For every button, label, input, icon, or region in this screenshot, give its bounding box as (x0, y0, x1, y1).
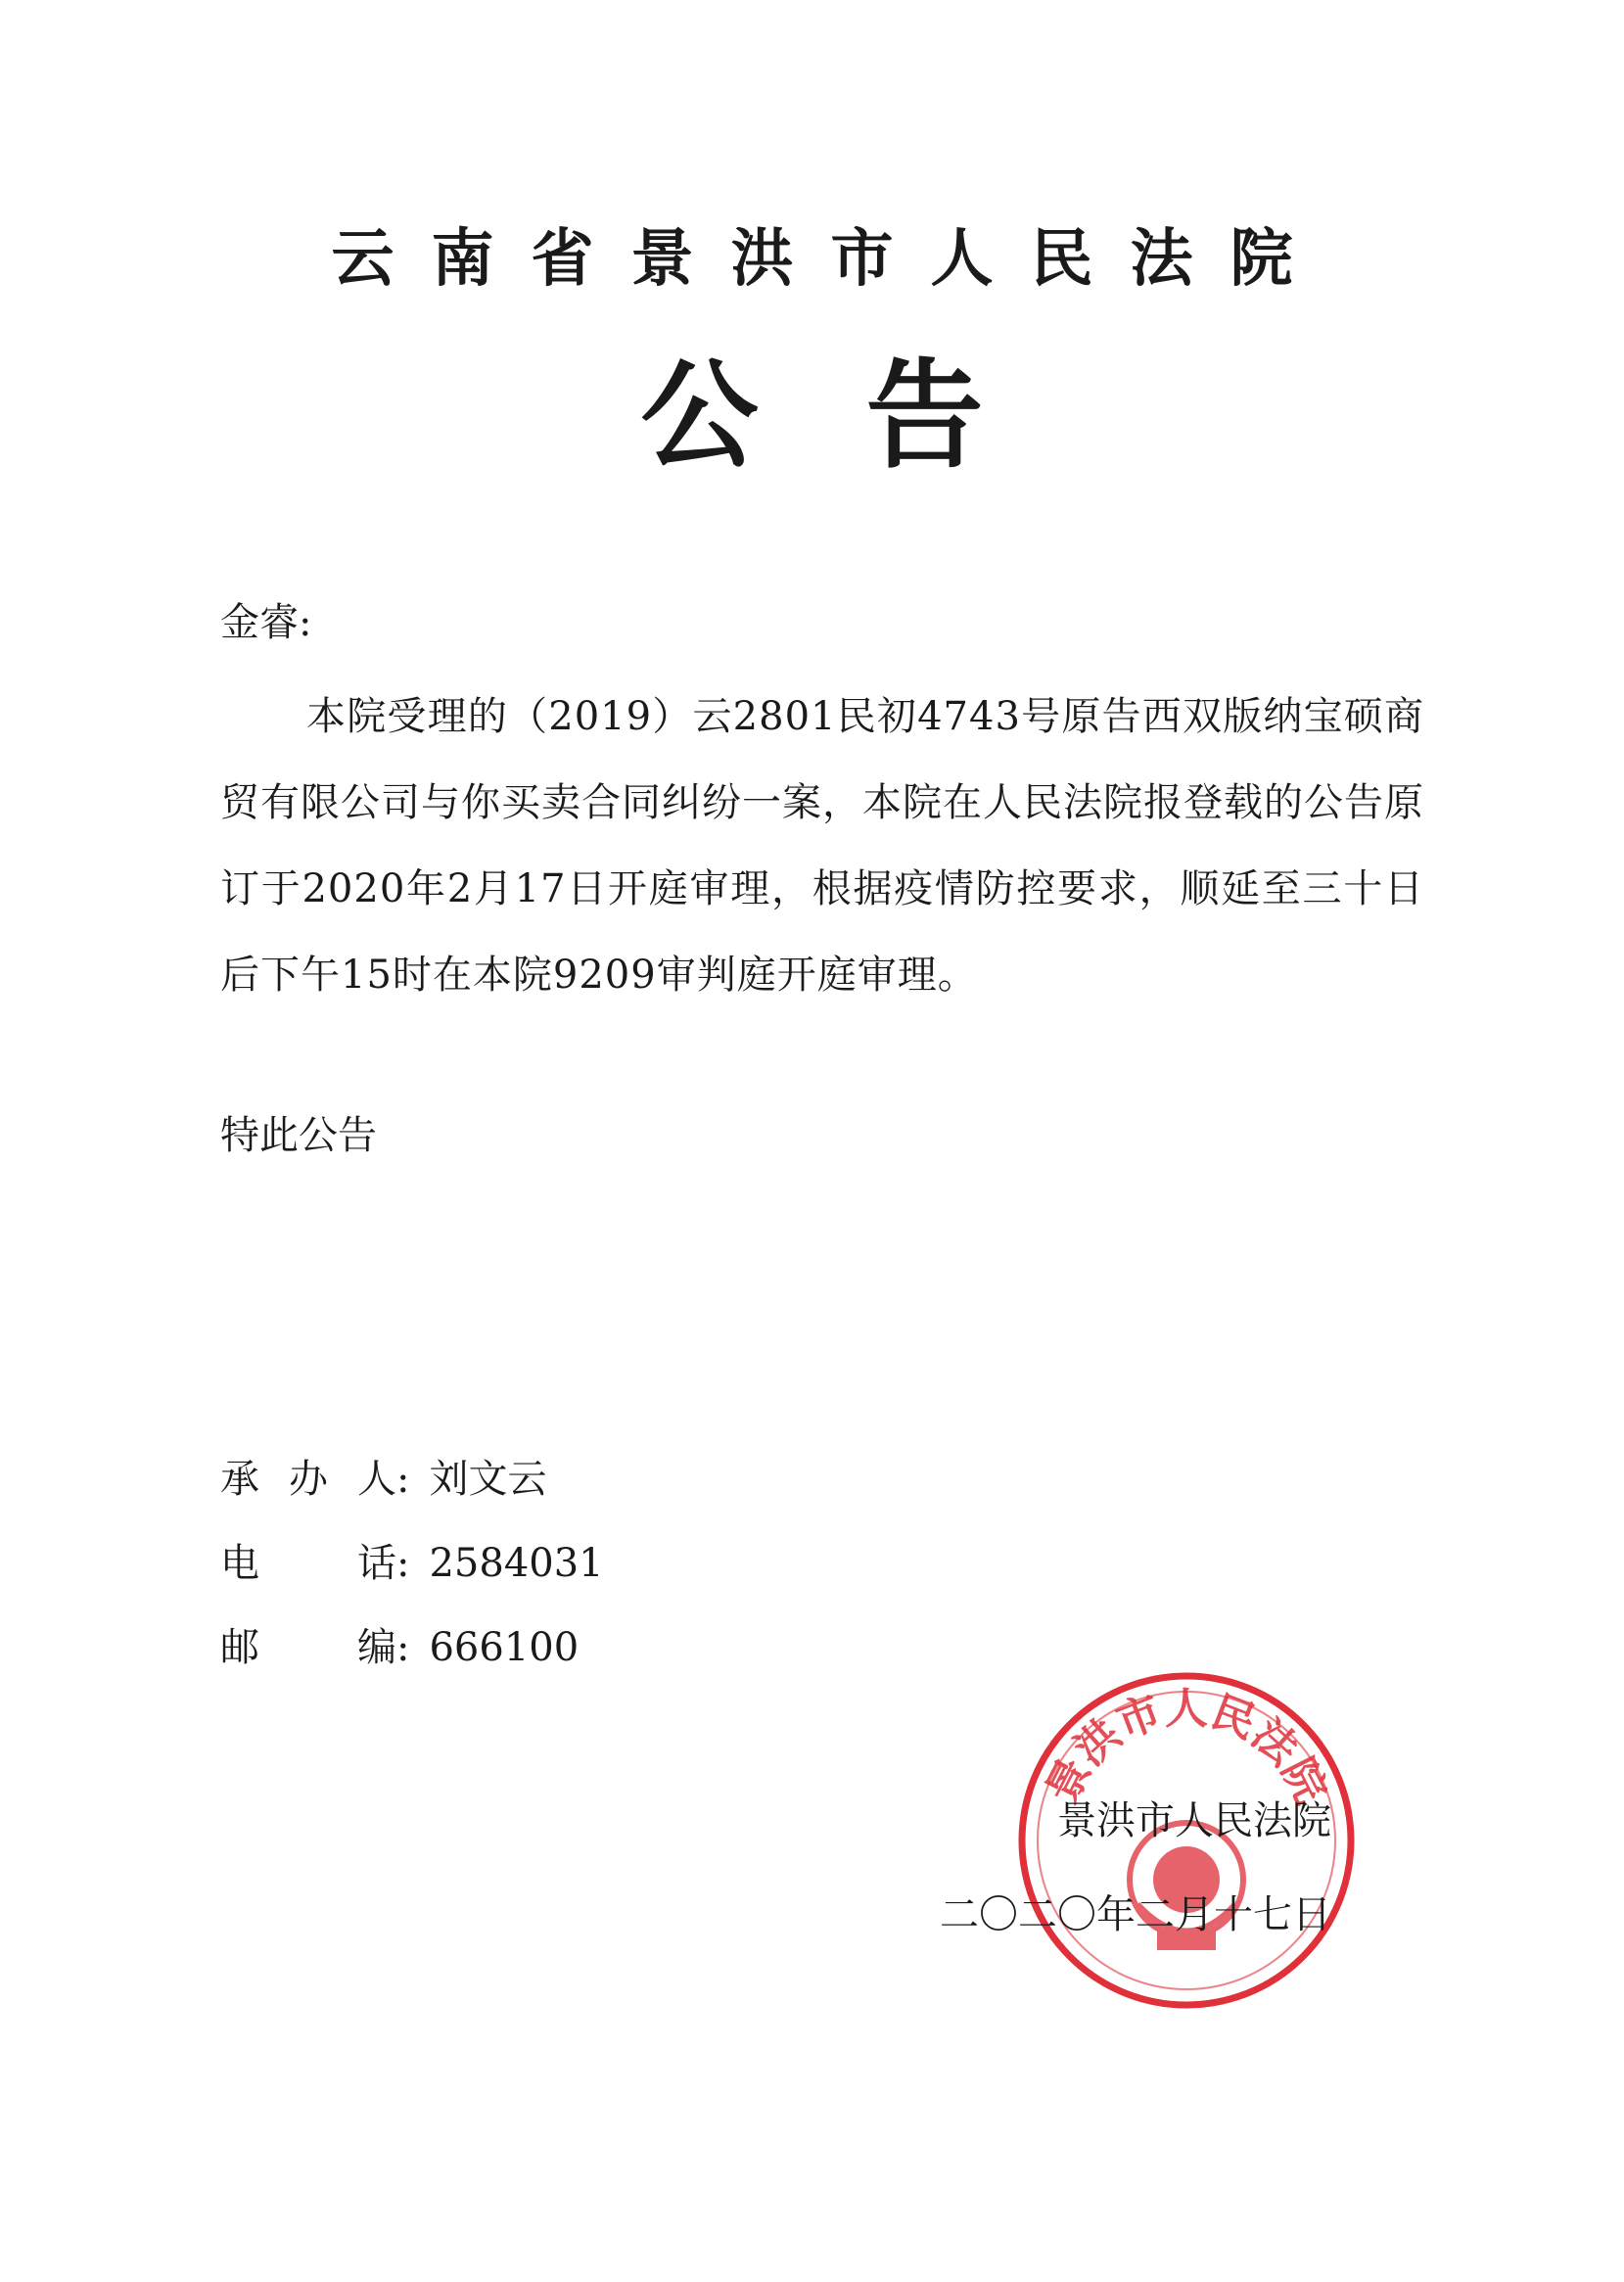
signature-court-name: 景洪市人民法院 (1057, 1798, 1331, 1843)
phone-label: 电话 (220, 1541, 396, 1586)
court-name-heading: 云南省景洪市人民法院 (331, 222, 1330, 296)
phone-separator: : (396, 1541, 410, 1586)
postcode-row (220, 1606, 604, 1690)
addressee: 金睿: (220, 600, 312, 645)
phone-value: 2584031 (429, 1541, 604, 1586)
handler-row (220, 1437, 604, 1521)
postcode-value: 666100 (429, 1625, 580, 1670)
signature-block (901, 1774, 1331, 1962)
announcement-body: 本院受理的（2019）云2801民初4743号原告西双版纳宝硕商贸有限公司与你买卖合同纠纷一案，本院在人民法院报登载的公告原订于2020年2月17日开庭审理，根据疫情防控要求，顺延至三十日后下午15时在本院9209审判庭开庭审理。 (220, 694, 1424, 998)
handler-value: 刘文云 (429, 1457, 547, 1502)
contact-block (220, 1437, 604, 1690)
signature-date: 二〇二〇年二月十七日 (940, 1892, 1331, 1937)
phone-row (220, 1521, 604, 1606)
postcode-label: 邮编 (220, 1625, 396, 1670)
handler-separator: : (396, 1457, 410, 1502)
closing-line: 特此公告 (220, 1113, 377, 1158)
handler-label: 承办人 (220, 1457, 396, 1502)
document-type-heading: 公告 (640, 347, 1091, 485)
seal-arc-text: 景洪市人民法院 (1037, 1684, 1336, 1812)
postcode-separator: : (396, 1625, 410, 1670)
